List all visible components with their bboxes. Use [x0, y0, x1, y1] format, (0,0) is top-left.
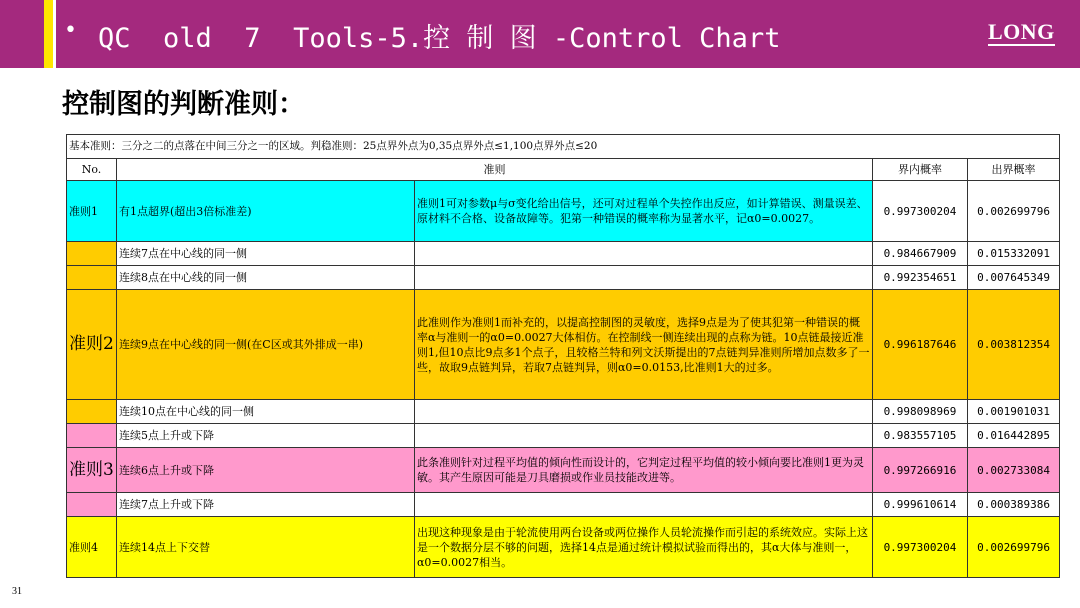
- rule-description: 此条准则针对过程平均值的倾向性而设计的，它判定过程平均值的较小倾向要比准则1更为灵敏。其产生原因可能是刀具磨损或作业员技能改进等。: [415, 448, 873, 493]
- table-row: [67, 517, 1060, 578]
- rule-description-empty: [415, 400, 873, 424]
- bullet-icon: •: [64, 18, 77, 43]
- page-number: 31: [12, 586, 22, 597]
- inside-probability: 0.997300204: [873, 517, 968, 578]
- basic-rule-row: [67, 135, 1060, 159]
- rule-number-empty: [67, 400, 117, 424]
- col-header-outside: 出界概率: [968, 159, 1060, 181]
- table-row: [67, 424, 1060, 448]
- rule-text: 连续6点上升或下降: [117, 448, 415, 493]
- outside-probability: 0.016442895: [968, 424, 1060, 448]
- brand-logo: LONG: [988, 19, 1055, 44]
- rule-number-empty: [67, 242, 117, 266]
- rule-text: 连续7点上升或下降: [117, 493, 415, 517]
- outside-probability: 0.000389386: [968, 493, 1060, 517]
- inside-probability: 0.998098969: [873, 400, 968, 424]
- table-row: [67, 290, 1060, 400]
- rule-number-empty: [67, 424, 117, 448]
- rule-description-empty: [415, 493, 873, 517]
- section-heading: 控制图的判断准则：: [62, 89, 305, 120]
- col-header-no: No.: [67, 159, 117, 181]
- inside-probability: 0.997300204: [873, 181, 968, 242]
- rule-text: 连续8点在中心线的同一侧: [117, 266, 415, 290]
- rule-number-empty: [67, 266, 117, 290]
- rule-text: 连续9点在中心线的同一侧(在C区或其外排成一串): [117, 290, 415, 400]
- rule-text: 连续14点上下交替: [117, 517, 415, 578]
- table-row: [67, 181, 1060, 242]
- rule-description-empty: [415, 424, 873, 448]
- rule-number: 准则4: [67, 517, 117, 578]
- inside-probability: 0.984667909: [873, 242, 968, 266]
- header-row: [67, 159, 1060, 181]
- outside-probability: 0.015332091: [968, 242, 1060, 266]
- rule-number: 准则2: [67, 290, 117, 400]
- table-row: [67, 448, 1060, 493]
- col-header-rule: 准则: [117, 159, 873, 181]
- rule-text: 连续10点在中心线的同一侧: [117, 400, 415, 424]
- inside-probability: 0.999610614: [873, 493, 968, 517]
- rule-description: 出现这种现象是由于轮流使用两台设备或两位操作人员轮流操作而引起的系统效应。实际上这是一个数据分层不够的问题，选择14点是通过统计模拟试验而得出的，其α大体与准则一，α0=0.0027相当。: [415, 517, 873, 578]
- slide-header: [0, 0, 1080, 68]
- outside-probability: 0.003812354: [968, 290, 1060, 400]
- col-header-inside: 界内概率: [873, 159, 968, 181]
- rule-description-empty: [415, 242, 873, 266]
- inside-probability: 0.996187646: [873, 290, 968, 400]
- table-row: [67, 493, 1060, 517]
- rule-text: 连续5点上升或下降: [117, 424, 415, 448]
- outside-probability: 0.002699796: [968, 181, 1060, 242]
- rule-number: 准则1: [67, 181, 117, 242]
- rule-description: 此准则作为准则1而补充的，以提高控制图的灵敏度，选择9点是为了使其犯第一种错误的概率α与准则一的α0=0.0027大体相仿。在控制线一侧连续出现的点称为链。10点链最接近准则1,但10点比9点多1个点子，且较格兰特和列文沃斯提出的7点链判异准则所增加点数多了一些，故取9点链判异，若取7点链判异，则α0=0.0153,比准则1大的过多。: [415, 290, 873, 400]
- rule-number-empty: [67, 493, 117, 517]
- basic-rule-text: 基本准则：三分之二的点落在中间三分之一的区域。判稳准则：25点界外点为0,35点界外点≤1,100点界外点≤20: [67, 135, 1060, 159]
- inside-probability: 0.983557105: [873, 424, 968, 448]
- table-row: [67, 266, 1060, 290]
- outside-probability: 0.002733084: [968, 448, 1060, 493]
- accent-bar-yellow: [44, 0, 53, 68]
- outside-probability: 0.007645349: [968, 266, 1060, 290]
- inside-probability: 0.997266916: [873, 448, 968, 493]
- accent-bar-white: [53, 0, 56, 68]
- table-row: [67, 242, 1060, 266]
- rule-number: 准则3: [67, 448, 117, 493]
- inside-probability: 0.992354651: [873, 266, 968, 290]
- criteria-table: [66, 134, 1060, 578]
- slide-title: QC old 7 Tools-5.控 制 图 -Control Chart: [98, 23, 781, 54]
- rule-description-empty: [415, 266, 873, 290]
- outside-probability: 0.002699796: [968, 517, 1060, 578]
- rule-description: 准则1可对参数μ与σ变化给出信号，还可对过程单个失控作出反应，如计算错误、测量误差、原材料不合格、设备故障等。犯第一种错误的概率称为显著水平，记α0=0.0027。: [415, 181, 873, 242]
- table-row: [67, 400, 1060, 424]
- rule-text: 有1点超界(超出3倍标准差): [117, 181, 415, 242]
- rule-text: 连续7点在中心线的同一侧: [117, 242, 415, 266]
- outside-probability: 0.001901031: [968, 400, 1060, 424]
